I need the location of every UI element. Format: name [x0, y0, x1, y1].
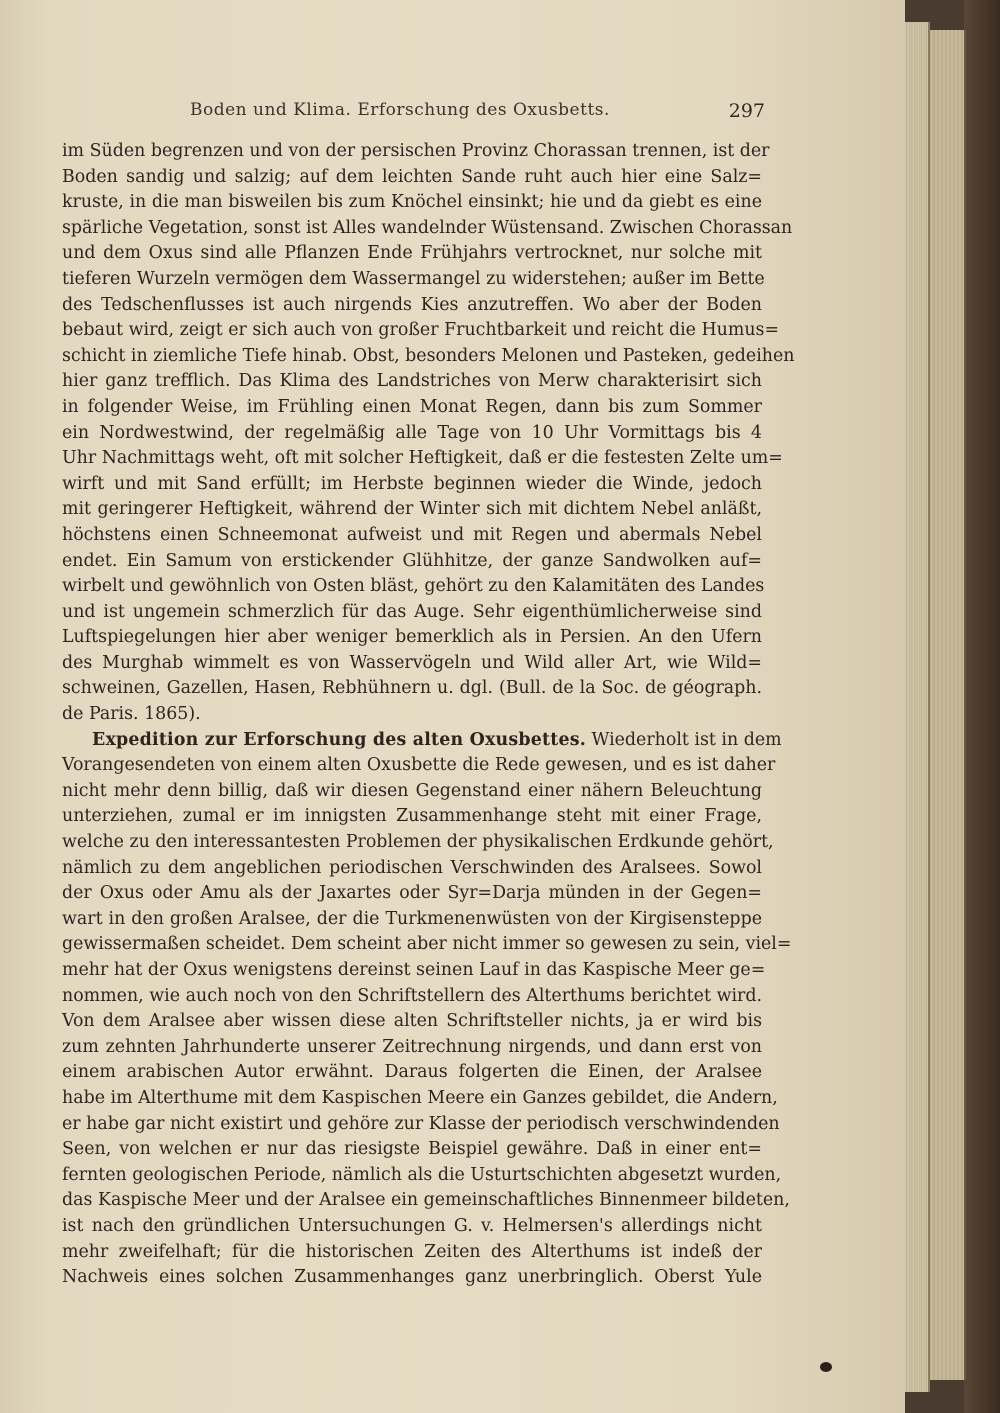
text-line: im Süden begrenzen und von der persischen Provinz Chorassan trennen, ist der	[62, 141, 770, 161]
text-line: ist nach den gründlichen Untersuchungen G. v. Helmersen's allerdings nicht	[62, 1215, 762, 1236]
text-line: mehr zweifelhaft; für die historischen Zeiten des Alterthums ist indeß der	[62, 1241, 762, 1262]
text-line: höchstens einen Schneemonat aufweist und mit Regen und abermals Nebel	[62, 524, 762, 545]
text-line: zum zehnten Jahrhunderte unserer Zeitrechnung nirgends, und dann erst von	[62, 1036, 762, 1057]
text-line: fernten geologischen Periode, nämlich als die Usturtschichten abgesetzt wurden,	[62, 1164, 782, 1185]
text-line: mit geringerer Heftigkeit, während der Winter sich mit dichtem Nebel anläßt,	[62, 499, 762, 520]
text-line: einem arabischen Autor erwähnt. Daraus folgerten die Einen, der Aralsee	[62, 1062, 762, 1083]
text-line: Von dem Aralsee aber wissen diese alten Schriftsteller nichts, ja er wird bis	[62, 1011, 762, 1032]
page-body	[62, 139, 795, 1291]
text-line: Uhr Nachmittags weht, oft mit solcher Heftigkeit, daß er die festesten Zelte um=	[62, 448, 783, 469]
text-line: und ist ungemein schmerzlich für das Auge. Sehr eigenthümlicherweise sind	[62, 601, 762, 622]
running-header: Boden und Klima. Erforschung des Oxusbetts.	[190, 100, 610, 120]
text-line: tieferen Wurzeln vermögen dem Wassermangel zu widerstehen; außer im Bette	[62, 268, 765, 289]
text-line: wart in den großen Aralsee, der die Turkmenenwüsten von der Kirgisensteppe	[62, 908, 762, 929]
text-line: de Paris. 1865).	[62, 704, 201, 725]
text-line: spärliche Vegetation, sonst ist Alles wandelnder Wüstensand. Zwischen Chorassan	[62, 217, 793, 238]
text-line: schicht in ziemliche Tiefe hinab. Obst, besonders Melonen und Pasteken, gedeihen	[62, 345, 795, 366]
section-heading: Expedition zur Erforschung des alten Oxusbettes.	[92, 729, 586, 750]
text-line: nämlich zu dem angeblichen periodischen Verschwinden des Aralsees. Sowol	[62, 857, 762, 878]
text-line: und dem Oxus sind alle Pflanzen Ende Frühjahrs vertrocknet, nur solche mit	[62, 243, 762, 264]
text-line: er habe gar nicht existirt und gehöre zur Klasse der periodisch verschwindenden	[62, 1113, 780, 1134]
text-line: ein Nordwestwind, der regelmäßig alle Tage von 10 Uhr Vormittags bis 4	[62, 422, 762, 443]
text-line: schweinen, Gazellen, Hasen, Rebhühnern u. dgl. (Bull. de la Soc. de géograph.	[62, 678, 762, 699]
text-line: endet. Ein Samum von erstickender Glühhitze, der ganze Sandwolken auf=	[62, 550, 762, 571]
text-line: der Oxus oder Amu als der Jaxartes oder Syr=Darja münden in der Gegen=	[62, 883, 762, 904]
text-line: bebaut wird, zeigt er sich auch von großer Fruchtbarkeit und reicht die Humus=	[62, 320, 780, 341]
text-line: unterziehen, zumal er im innigsten Zusammenhange steht mit einer Frage,	[62, 806, 762, 827]
text-line: in folgender Weise, im Frühling einen Monat Regen, dann bis zum Sommer	[62, 396, 762, 417]
text-line: habe im Alterthume mit dem Kaspischen Meere ein Ganzes gebildet, die Andern,	[62, 1087, 778, 1108]
text-line: das Kaspische Meer und der Aralsee ein gemeinschaftliches Binnenmeer bildeten,	[62, 1190, 790, 1211]
text-line: Nachweis eines solchen Zusammenhanges ganz unerbringlich. Oberst Yule	[62, 1267, 762, 1288]
text-line: des Tedschenflusses ist auch nirgends Kies anzutreffen. Wo aber der Boden	[62, 294, 762, 315]
page-number: 297	[728, 100, 765, 122]
text-line: nommen, wie auch noch von den Schriftstellern des Alterthums berichtet wird.	[62, 985, 762, 1006]
text-line: gewissermaßen scheidet. Dem scheint aber nicht immer so gewesen zu sein, viel=	[62, 934, 792, 955]
text-line: hier ganz trefflich. Das Klima des Landstriches von Merw charakterisirt sich	[62, 371, 762, 392]
ink-blot	[820, 1362, 832, 1372]
text-line: nicht mehr denn billig, daß wir diesen Gegenstand einer nähern Beleuchtung	[62, 780, 762, 801]
text-line: Vorangesendeten von einem alten Oxusbette die Rede gewesen, und es ist daher	[62, 755, 776, 776]
text-line: Luftspiegelungen hier aber weniger bemerklich als in Persien. An den Ufern	[62, 627, 762, 648]
text-line: wirbelt und gewöhnlich von Osten bläst, gehört zu den Kalamitäten des Landes	[62, 576, 765, 597]
text-line: kruste, in die man bisweilen bis zum Knöchel einsinkt; hie und da giebt es eine	[62, 192, 762, 213]
text-line: des Murghab wimmelt es von Wasservögeln und Wild aller Art, wie Wild=	[62, 652, 762, 673]
text-line: welche zu den interessantesten Problemen der physikalischen Erdkunde gehört,	[62, 832, 774, 853]
section-first-line	[62, 728, 782, 754]
text-line: mehr hat der Oxus wenigstens dereinst seinen Lauf in das Kaspische Meer ge=	[62, 960, 766, 980]
text-line: Seen, von welchen er nur das riesigste Beispiel gewähre. Daß in einer ent=	[62, 1139, 762, 1160]
text-line: wirft und mit Sand erfüllt; im Herbste beginnen wieder die Winde, jedoch	[62, 473, 762, 494]
page-stack-edge-outer	[928, 30, 966, 1380]
section-first-line-text: Wiederholt ist in dem	[591, 729, 782, 750]
book-cover-edge	[964, 0, 1000, 1413]
text-line: Boden sandig und salzig; auf dem leichten Sande ruht auch hier eine Salz=	[62, 166, 762, 187]
